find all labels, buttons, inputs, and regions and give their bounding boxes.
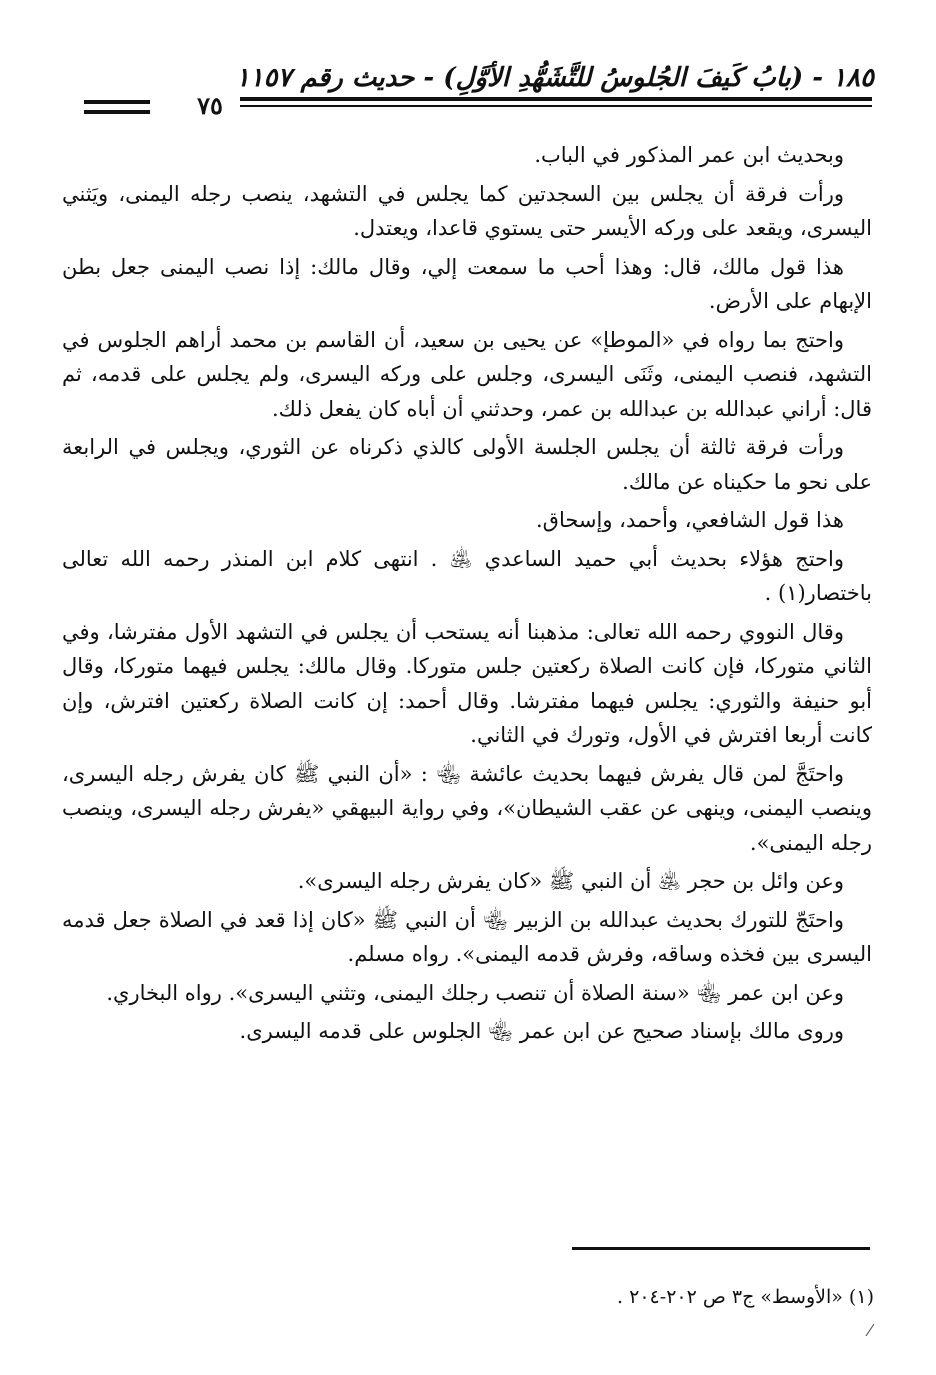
paragraph: وبحديث ابن عمر المذكور في الباب.	[534, 143, 844, 167]
paragraph: هذا قول الشافعي، وأحمد، وإسحاق.	[536, 508, 844, 532]
page-number-rule-bottom	[84, 110, 150, 114]
paragraph: ورأت فرقة أن يجلس بين السجدتين كما يجلس في التشهد، ينصب رجله اليمنى، ويَثني اليسرى، ويقعد على وركه الأيسر حتى يستوي قاعدا، ويعتدل.	[62, 181, 872, 240]
paragraph: واحتَجّ للتورك بحديث عبدالله بن الزبير ﵄ أن النبي ﷺ «كان إذا قعد في الصلاة جعل قدمه اليسرى بين فخذه وساقه، وفرش قدمه اليمنى». رواه مسلم.	[62, 907, 872, 966]
paragraph: وروى مالك بإسناد صحيح عن ابن عمر ﵄ الجلوس على قدمه اليسرى.	[239, 1019, 844, 1043]
paragraph: وقال النووي رحمه الله تعالى: مذهبنا أنه يستحب أن يجلس في التشهد الأول مفترشا، وفي الثاني متوركا، فإن كانت الصلاة ركعتين جلس متوركا. وقال مالك: يجلس فيهما متوركا، وقال أبو حنيفة والثوري: يجلس فيهما مفترشا. وقال أحمد: إن كانت الصلاة ركعتين افترش، وإن كانت أربعا افترش في الأول، وتورك في الثاني.	[62, 619, 872, 747]
paragraph: هذا قول مالك، قال: وهذا أحب ما سمعت إلي، وقال مالك: إذا نصب اليمنى جعل بطن الإبهام على الأرض.	[62, 254, 872, 313]
footnote-separator	[572, 1247, 870, 1250]
footnote: (١) «الأوسط» ج٣ ص ٢٠٢-٢٠٤ .	[617, 1286, 874, 1308]
margin-mark-icon	[864, 1322, 876, 1338]
page-header-title: ١٨٥ - (بابُ كَيفَ الجُلوسُ للتَّشَهُّدِ الأوَّلِ) - حديث رقم ١١٥٧	[235, 63, 874, 93]
paragraph: وعن ابن عمر ﵄ «سنة الصلاة أن تنصب رجلك اليمنى، وتثني اليسرى». رواه البخاري.	[106, 980, 844, 1005]
paragraph: واحتج هؤلاء بحديث أبي حميد الساعدي ﵁ . انتهى كلام ابن المنذر رحمه الله تعالى باختصار(١) .	[62, 546, 872, 605]
header-rule-thin	[240, 105, 872, 107]
paragraph: واحتَجَّ لمن قال يفرش فيهما بحديث عائشة ﵄ : «أن النبي ﷺ كان يفرش رجله اليسرى، وينصب اليمنى، وينهى عن عقب الشيطان»، وفي رواية البيهقي «يفرش رجله اليسرى، وينصب رجله اليمنى».	[62, 761, 872, 855]
main-text	[62, 138, 872, 1053]
page-number: ٧٥	[197, 91, 223, 120]
paragraph: وعن وائل بن حجر ﵁ أن النبي ﷺ «كان يفرش رجله اليسرى».	[297, 869, 844, 893]
page-number-rule-top	[84, 100, 150, 104]
header-rule-thick	[240, 97, 872, 101]
paragraph: واحتج بما رواه في «الموطإ» عن يحيى بن سعيد، أن القاسم بن محمد أراهم الجلوس في التشهد، فنصب اليمنى، وثَنَى اليسرى، وجلس على وركه اليسرى، ولم يجلس على قدمه، ثم قال: أراني عبدالله بن عبدالله بن عمر، وحدثني أن أباه كان يفعل ذلك.	[62, 327, 872, 421]
paragraph: ورأت فرقة ثالثة أن يجلس الجلسة الأولى كالذي ذكرناه عن الثوري، ويجلس في الرابعة على نحو ما حكيناه عن مالك.	[62, 435, 872, 494]
